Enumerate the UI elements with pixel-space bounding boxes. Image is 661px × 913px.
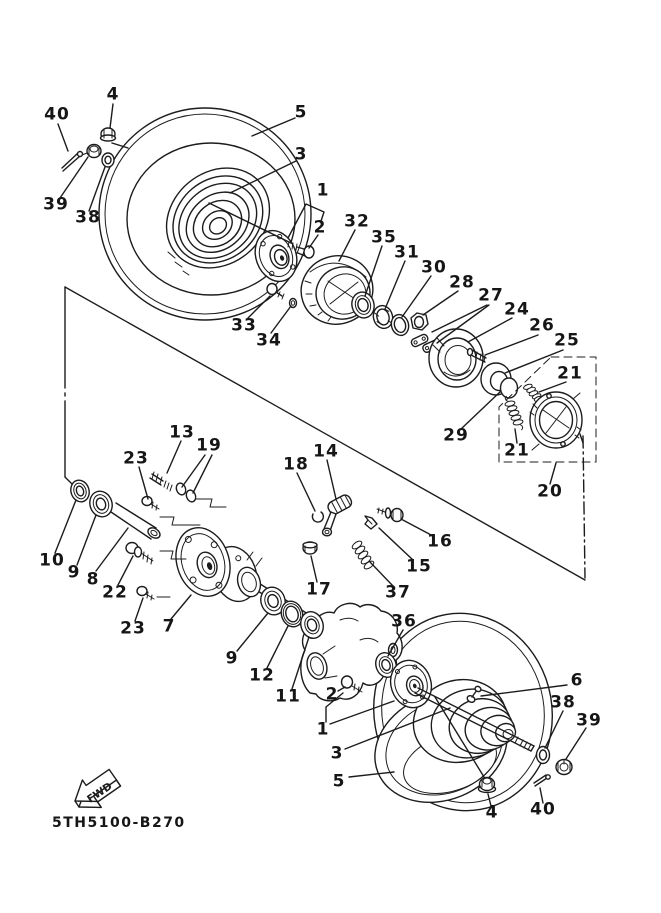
clamp-15 bbox=[365, 516, 377, 529]
part-label-9-a: 9 bbox=[67, 562, 81, 583]
cover-disc-29 bbox=[501, 378, 518, 398]
part-label-23-b: 23 bbox=[120, 618, 146, 639]
bearing-9-upper bbox=[87, 488, 116, 520]
cotter-pin-40-bottom bbox=[534, 775, 550, 786]
part-label-1-b: 1 bbox=[316, 719, 330, 740]
part-label-24: 24 bbox=[504, 299, 530, 320]
part-label-25: 25 bbox=[554, 330, 580, 351]
fwd-arrow bbox=[75, 769, 121, 807]
part-label-30: 30 bbox=[421, 257, 447, 278]
part-label-16: 16 bbox=[427, 531, 453, 552]
part-label-39-b: 39 bbox=[576, 710, 602, 731]
part-label-8: 8 bbox=[86, 569, 100, 590]
brake-cam-lever-14 bbox=[323, 493, 354, 536]
nut-28 bbox=[411, 313, 428, 330]
nut-4-top bbox=[101, 128, 116, 141]
clip-18 bbox=[312, 512, 323, 522]
part-label-3-top: 3 bbox=[294, 144, 308, 165]
part-label-2-b: 2 bbox=[325, 684, 339, 705]
part-label-34: 34 bbox=[256, 330, 282, 351]
seal-10 bbox=[68, 478, 92, 504]
bolt-23-lower bbox=[137, 587, 154, 601]
part-label-37: 37 bbox=[385, 582, 411, 603]
part-label-13: 13 bbox=[169, 422, 195, 443]
washer-38-top bbox=[102, 153, 114, 167]
part-label-33: 33 bbox=[231, 315, 257, 336]
cotter-pin-40-top bbox=[62, 152, 87, 172]
part-label-5-top: 5 bbox=[294, 102, 308, 123]
fwd-arrow-label: FWD bbox=[85, 780, 115, 806]
spring-37 bbox=[351, 540, 375, 571]
part-label-5-b: 5 bbox=[332, 771, 346, 792]
part-label-21-a: 21 bbox=[557, 363, 583, 384]
bolt-16 bbox=[377, 508, 403, 522]
part-label-11: 11 bbox=[275, 686, 301, 707]
part-label-10: 10 bbox=[39, 550, 65, 571]
part-label-40-b: 40 bbox=[530, 799, 556, 820]
part-label-35: 35 bbox=[371, 227, 397, 248]
part-label-20: 20 bbox=[537, 481, 563, 502]
part-label-3-b: 3 bbox=[330, 743, 344, 764]
part-label-2-top: 2 bbox=[313, 217, 327, 238]
part-label-29: 29 bbox=[443, 425, 469, 446]
nut-4-bottom bbox=[479, 778, 496, 793]
stud-13 bbox=[150, 472, 172, 491]
diagram-part-code: 5TH5100-B270 bbox=[52, 815, 186, 831]
part-label-26: 26 bbox=[529, 315, 555, 336]
nut-39-bottom bbox=[556, 760, 572, 775]
part-label-28: 28 bbox=[449, 272, 475, 293]
part-label-31: 31 bbox=[394, 242, 420, 263]
part-label-22: 22 bbox=[102, 582, 128, 603]
part-label-12: 12 bbox=[249, 665, 275, 686]
nut-17 bbox=[303, 542, 317, 554]
part-label-4-top: 4 bbox=[106, 84, 120, 105]
part-label-38-b: 38 bbox=[550, 692, 576, 713]
nut-39-top bbox=[87, 145, 101, 158]
part-label-14: 14 bbox=[313, 441, 339, 462]
part-label-32: 32 bbox=[344, 211, 370, 232]
part-label-7: 7 bbox=[162, 616, 176, 637]
part-label-9-b: 9 bbox=[225, 648, 239, 669]
part-label-36: 36 bbox=[391, 611, 417, 632]
part-label-21-b: 21 bbox=[504, 440, 530, 461]
part-label-23-a: 23 bbox=[123, 448, 149, 469]
bolt-23-upper bbox=[142, 497, 159, 511]
part-label-38-top: 38 bbox=[75, 207, 101, 228]
part-label-27: 27 bbox=[478, 285, 504, 306]
collar-8 bbox=[111, 503, 162, 540]
part-label-4-b: 4 bbox=[485, 802, 499, 823]
part-label-15: 15 bbox=[406, 556, 432, 577]
part-label-40-top: 40 bbox=[44, 104, 70, 125]
part-label-19: 19 bbox=[196, 435, 222, 456]
part-label-17: 17 bbox=[306, 579, 332, 600]
part-label-1-top: 1 bbox=[316, 180, 330, 201]
part-label-6: 6 bbox=[570, 670, 584, 691]
part-label-39-top: 39 bbox=[43, 194, 69, 215]
tire-top bbox=[99, 108, 311, 320]
washer-38-bottom bbox=[537, 747, 550, 764]
brake-shoes-20 bbox=[530, 392, 582, 450]
part-label-18: 18 bbox=[283, 454, 309, 475]
drum-cover-32 bbox=[292, 247, 381, 334]
